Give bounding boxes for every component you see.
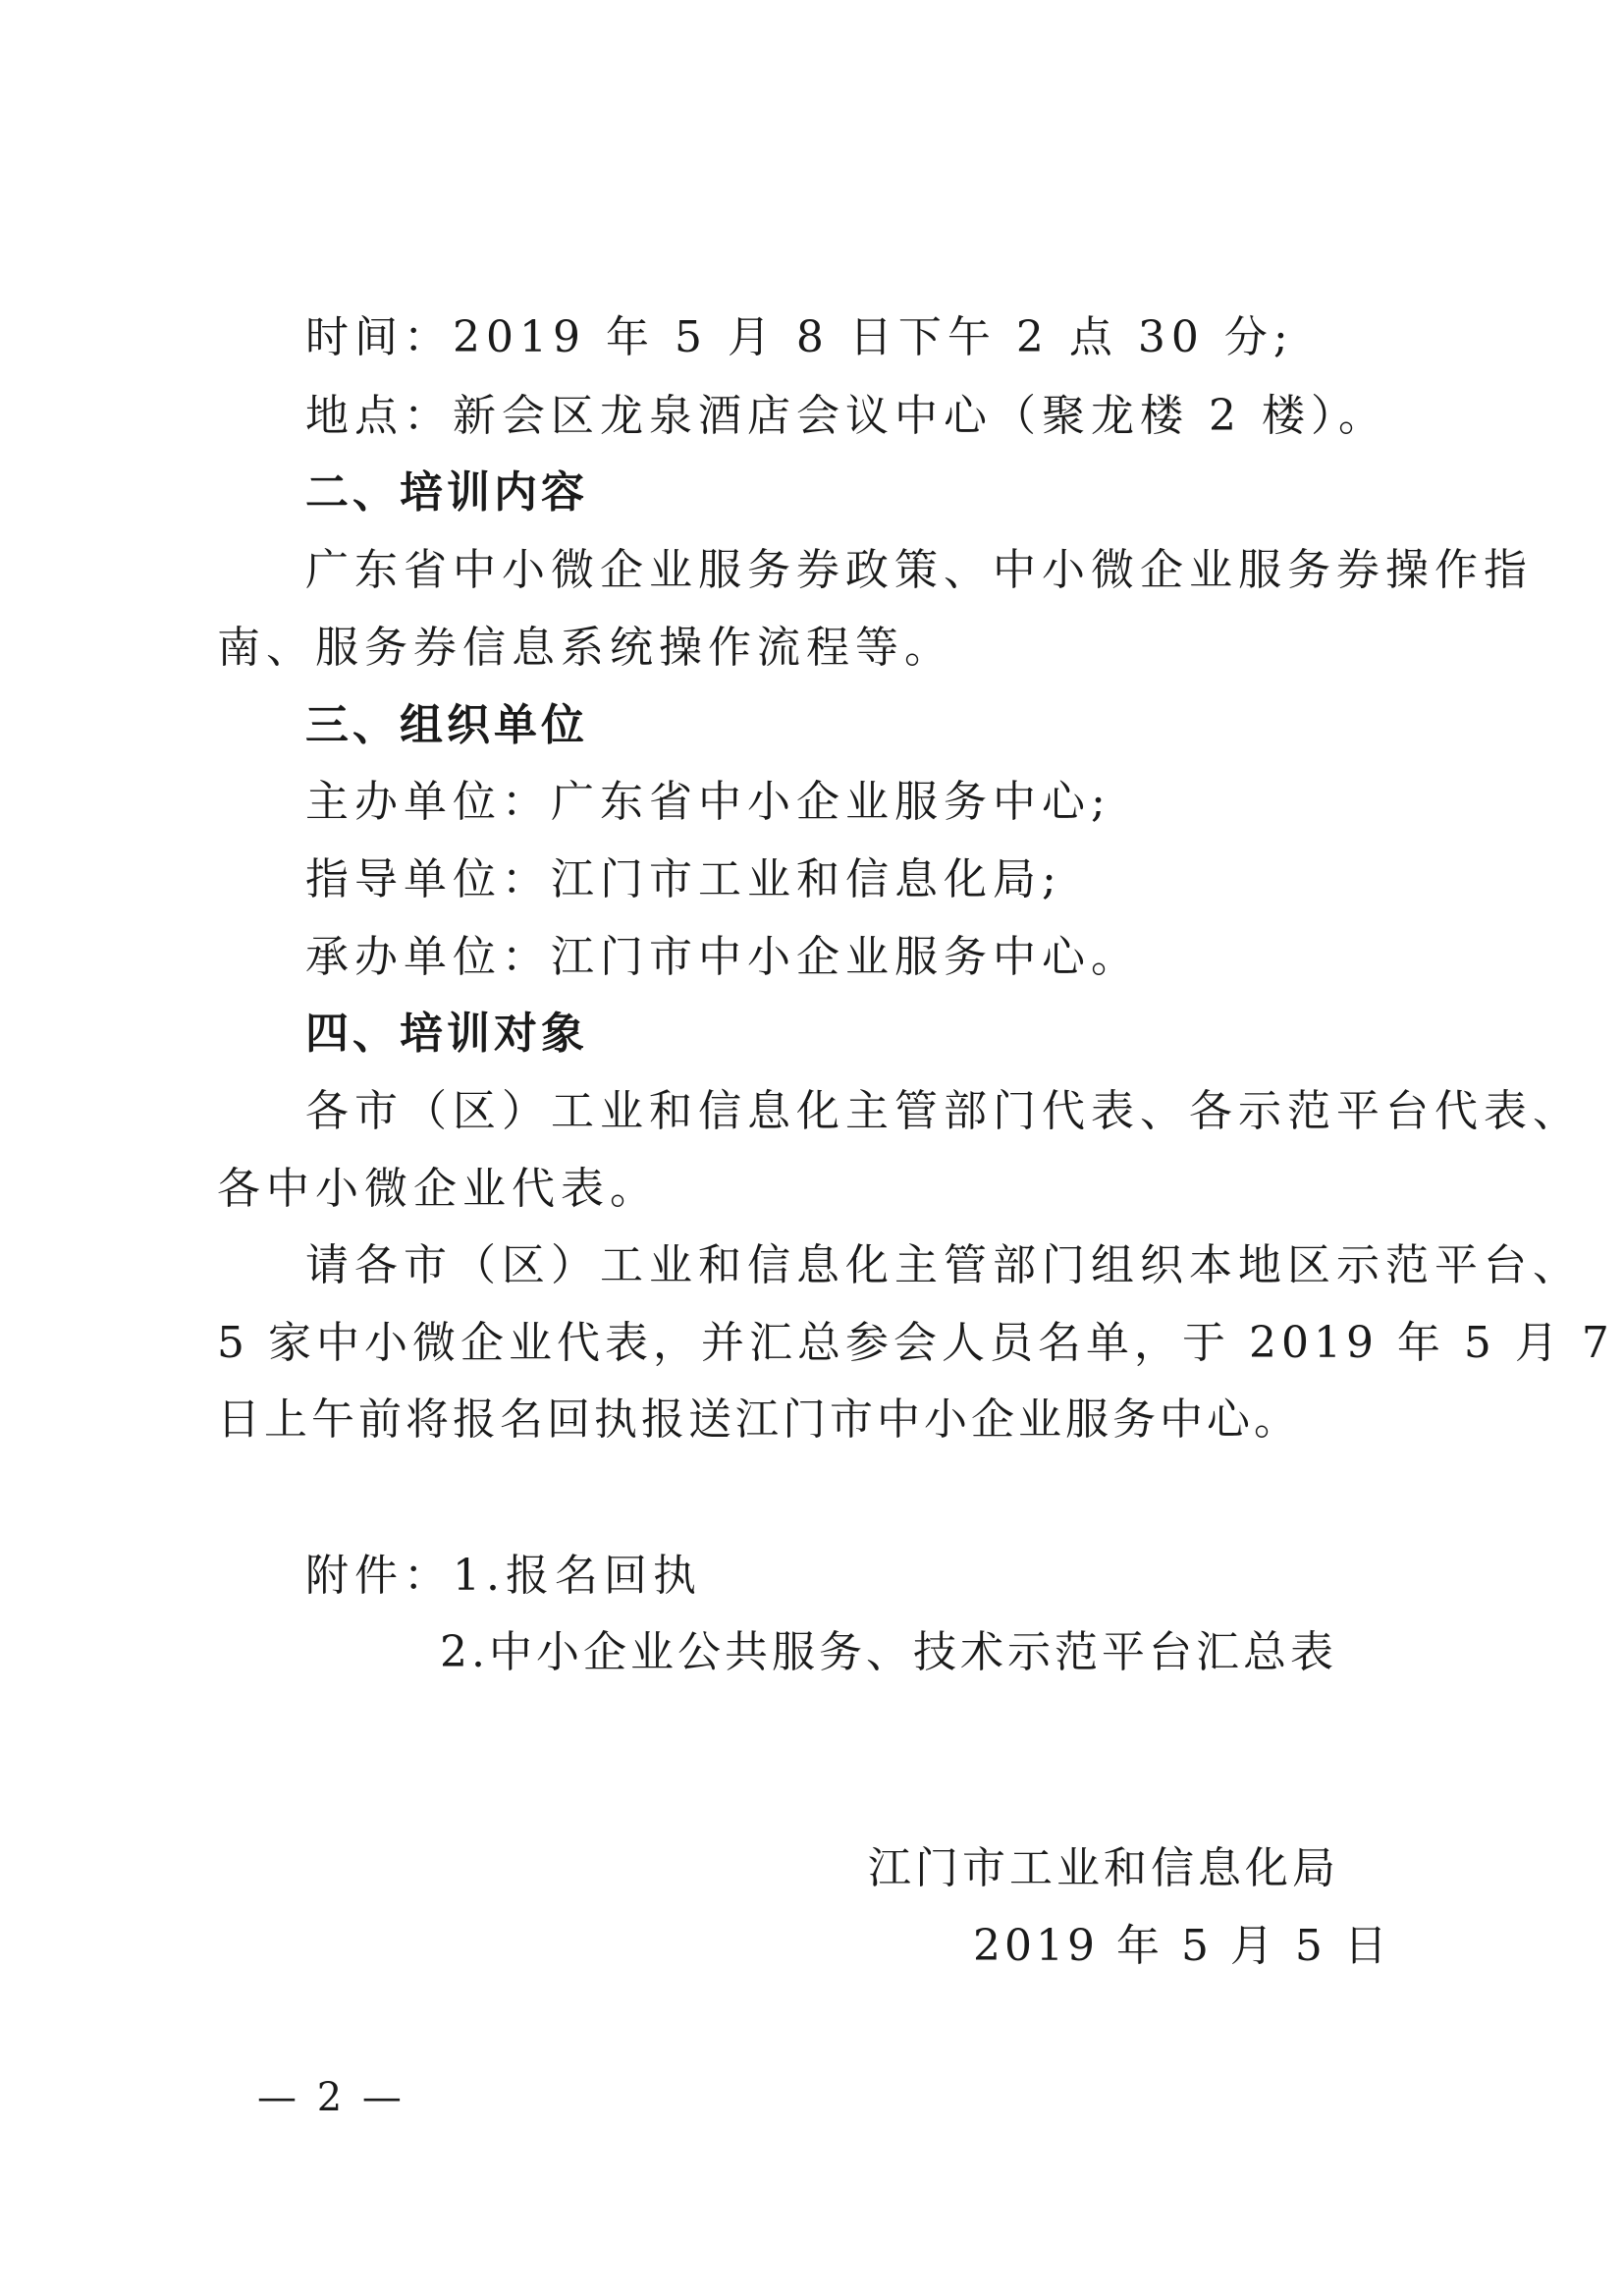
meeting-time: 时间：2019 年 5 月 8 日下午 2 点 30 分;: [305, 312, 1294, 362]
training-content-line-1: 广东省中小微企业服务券政策、中小微企业服务券操作指: [305, 545, 1533, 595]
audience-line-2: 各中小微企业代表。: [217, 1164, 659, 1214]
request-line-3: 日上午前将报名回执报送江门市中小企业服务中心。: [217, 1394, 1301, 1445]
request-line-1: 请各市（区）工业和信息化主管部门组织本地区示范平台、: [305, 1240, 1582, 1290]
training-content-line-2: 南、服务券信息系统操作流程等。: [217, 623, 953, 673]
organizer-guide: 指导单位：江门市工业和信息化局;: [305, 854, 1062, 904]
audience-line-1: 各市（区）工业和信息化主管部门代表、各示范平台代表、: [305, 1086, 1582, 1136]
issuer-name: 江门市工业和信息化局: [868, 1843, 1339, 1893]
section-heading-organizers: 三、组织单位: [305, 700, 588, 750]
request-line-2: 5 家中小微企业代表，并汇总参会人员名单，于 2019 年 5 月 7: [217, 1318, 1614, 1368]
meeting-location: 地点：新会区龙泉酒店会议中心（聚龙楼 2 楼）。: [305, 391, 1387, 441]
organizer-host: 主办单位：广东省中小企业服务中心;: [305, 777, 1111, 827]
attachment-item-2: 2.中小企业公共服务、技术示范平台汇总表: [440, 1627, 1337, 1677]
page-number: — 2 —: [257, 2075, 406, 2120]
section-heading-audience: 四、培训对象: [305, 1009, 588, 1059]
organizer-undertaker: 承办单位：江门市中小企业服务中心。: [305, 932, 1140, 982]
issue-date: 2019 年 5 月 5 日: [973, 1921, 1391, 1971]
section-heading-training-content: 二、培训内容: [305, 467, 588, 518]
attachment-item-1: 附件：1.报名回执: [305, 1551, 702, 1601]
